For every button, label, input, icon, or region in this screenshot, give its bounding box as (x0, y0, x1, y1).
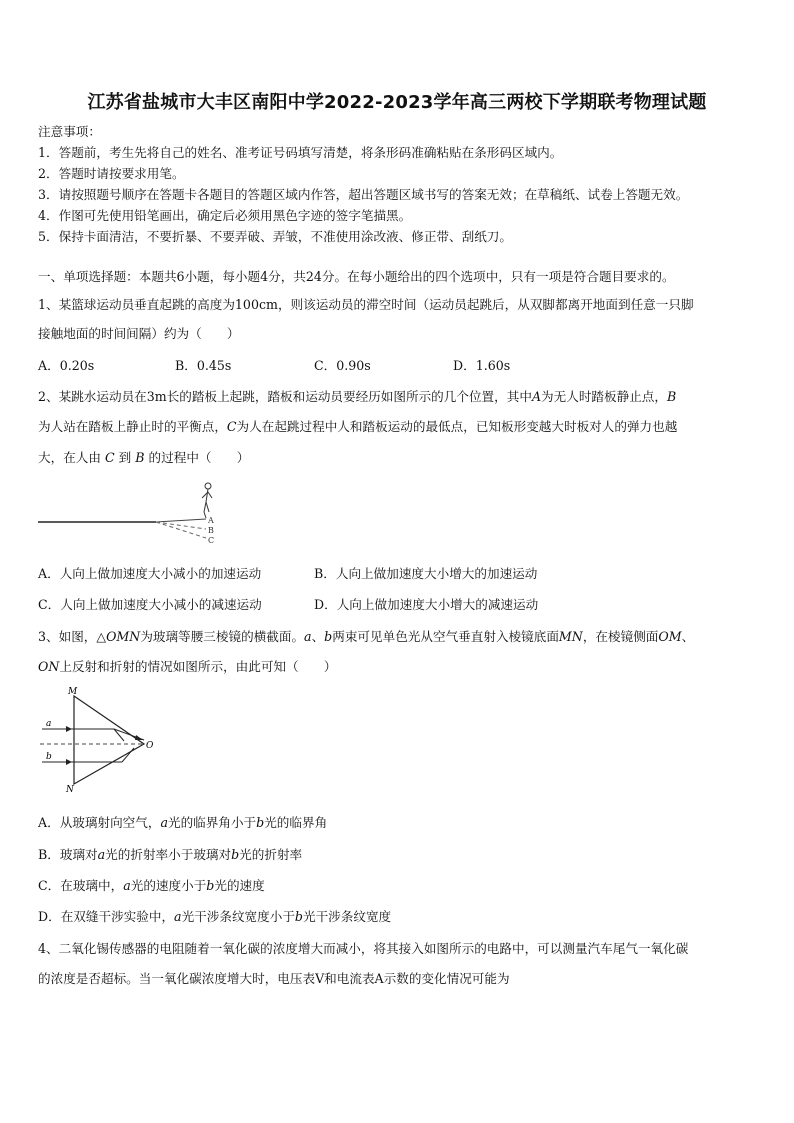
board-position-b (156, 522, 206, 529)
diver-figure (202, 483, 212, 518)
q3-text: ，在棱镜侧面 (582, 629, 659, 644)
opt-text: 光干涉条纹宽度小于 (181, 909, 295, 924)
notice-item: 1．答题前，考生先将自己的姓名、准考证号码填写清楚，将条形码准确粘贴在条形码区域内。 (38, 145, 563, 160)
fig-label-n: N (66, 785, 74, 794)
q3-var-mn: MN (558, 629, 583, 644)
opt-var: b (231, 847, 240, 862)
opt-var: b (206, 878, 215, 893)
q2-text: 为人在起跳过程中人和踏板运动的最低点，已知板形变越大时板对人的弹力也越 (236, 419, 678, 434)
q2-var-a: A (531, 389, 542, 404)
q3-text: 上反射和折射的情况如图所示，由此可知（ ） (59, 659, 337, 674)
notice-item: 5．保持卡面清洁，不要折暴、不要弄破、弄皱，不准使用涂改液、修正带、刮纸刀。 (38, 229, 512, 244)
board-position-a (156, 519, 206, 522)
fig-label-a: A (208, 516, 214, 525)
q3-text: 为玻璃等腰三棱镜的横截面。 (140, 629, 305, 644)
opt-text: 光的折射率小于玻璃对 (105, 847, 232, 862)
q3-var-on: ON (38, 659, 60, 674)
section-heading: 一、单项选择题：本题共6小题，每小题4分，共24分。在每小题给出的四个选项中，只有一项是符合题目要求的。 (38, 269, 675, 284)
opt-text: 光的临界角 (264, 815, 328, 830)
q2-diving-board-figure (36, 476, 226, 548)
fig-label-b: b (46, 752, 52, 762)
opt-text: 光的折射率 (239, 847, 303, 862)
q3-stem-line1 (38, 626, 694, 645)
q2-stem-line3 (38, 447, 249, 466)
board-position-c (156, 522, 206, 538)
q2-text: 的过程中（ ） (148, 450, 250, 465)
fig-label-m: M (68, 687, 78, 697)
q2-text: 大，在人由 (38, 450, 101, 465)
q2-text: 为人站在踏板上静止时的平衡点， (38, 419, 227, 434)
notice-heading: 注意事项： (38, 124, 101, 139)
q2-text: 为无人时踏板静止点， (541, 389, 667, 404)
opt-var: a (174, 909, 182, 924)
q4-stem-line2: 的浓度是否超标。当一氧化碳浓度增大时，电压表V和电流表A示数的变化情况可能为 (38, 971, 510, 986)
q1-option-d: D．1.60s (453, 358, 511, 373)
opt-text: 光的速度小于 (130, 878, 207, 893)
q3-text: 、 (311, 629, 325, 644)
notice-item: 3．请按照题号顺序在答题卡各题目的答题区域内作答，超出答题区域书写的答案无效；在草稿纸、试卷上答题无效。 (38, 187, 689, 202)
q3-option-b (38, 844, 302, 863)
prism-triangle (74, 696, 144, 784)
q3-option-a (38, 812, 327, 831)
q3-triangle: △OMN (96, 629, 141, 644)
q2-var-c: C (104, 450, 115, 465)
fig-label-b: B (208, 526, 214, 535)
page-title: 江苏省盐城市大丰区南阳中学2022-2023学年高三两校下学期联考物理试题 (87, 92, 707, 113)
fig-label-o: O (146, 741, 154, 751)
opt-var: a (97, 847, 106, 862)
opt-text: 光的速度 (214, 878, 265, 893)
q3-text: 、 (681, 629, 695, 644)
q2-option-a: A．人向上做加速度大小减小的加速运动 (38, 566, 262, 581)
q3-text: 两束可见单色光从空气垂直射入棱镜底面 (332, 629, 559, 644)
q1-option-b: B．0.45s (175, 358, 232, 373)
opt-text: D．在双缝干涉实验中， (38, 909, 175, 924)
q1-option-a: A．0.20s (38, 358, 95, 373)
q1-stem-line1: 1、某篮球运动员垂直起跳的高度为100cm，则该运动员的滞空时间（运动员起跳后，从双脚都离开地面到任意一只脚 (38, 297, 694, 312)
q2-text: 2、某跳水运动员在3m长的踏板上起跳，踏板和运动员要经历如图所示的几个位置，其中 (38, 389, 532, 404)
ray-a-out-arrow (135, 735, 143, 740)
q2-option-c: C．人向上做加速度大小减小的减速运动 (38, 597, 262, 612)
opt-text: C．在玻璃中， (38, 878, 124, 893)
notice-item: 4．作图可先使用铅笔画出，确定后必须用黑色字迹的签字笔描黑。 (38, 208, 412, 223)
q3-var-om: OM (658, 629, 682, 644)
opt-var: a (123, 878, 131, 893)
q4-stem-line1: 4、二氧化锡传感器的电阻随着一氧化碳的浓度增大而减小，将其接入如图所示的电路中，可以测量汽车尾气一氧化碳 (38, 941, 689, 956)
q2-var-b: B (135, 450, 145, 465)
q2-var-c: C (226, 419, 237, 434)
opt-text: 光干涉条纹宽度 (302, 909, 392, 924)
q2-stem-line1 (38, 386, 676, 405)
fig-label-a: a (46, 719, 52, 729)
q3-text: 3、如图， (38, 629, 97, 644)
opt-text: B．玻璃对 (38, 847, 98, 862)
fig-label-c: C (208, 536, 215, 545)
opt-text: A．从玻璃射向空气， (38, 815, 161, 830)
q2-option-b: B．人向上做加速度大小增大的加速运动 (314, 566, 538, 581)
opt-var: b (256, 815, 265, 830)
notice-item: 2．答题时请按要求用笔。 (38, 166, 185, 181)
opt-var: b (294, 909, 303, 924)
q3-var-b: b (324, 629, 333, 644)
q1-option-c: C．0.90s (314, 358, 371, 373)
q3-var-a: a (304, 629, 312, 644)
q2-var-b: B (666, 389, 677, 404)
q3-option-c (38, 875, 265, 894)
q1-stem-line2: 接触地面的时间间隔）约为（ ） (38, 326, 240, 341)
opt-var: a (160, 815, 168, 830)
q3-option-d (38, 906, 391, 925)
q2-text: 到 (118, 450, 132, 465)
q2-stem-line2 (38, 416, 677, 435)
q3-prism-figure (36, 684, 166, 794)
ray-a-arrow (66, 726, 72, 732)
opt-text: 光的临界角小于 (167, 815, 257, 830)
ray-b-arrow (66, 759, 72, 765)
q3-stem-line2 (38, 656, 336, 675)
q2-option-d: D．人向上做加速度大小增大的减速运动 (314, 597, 539, 612)
